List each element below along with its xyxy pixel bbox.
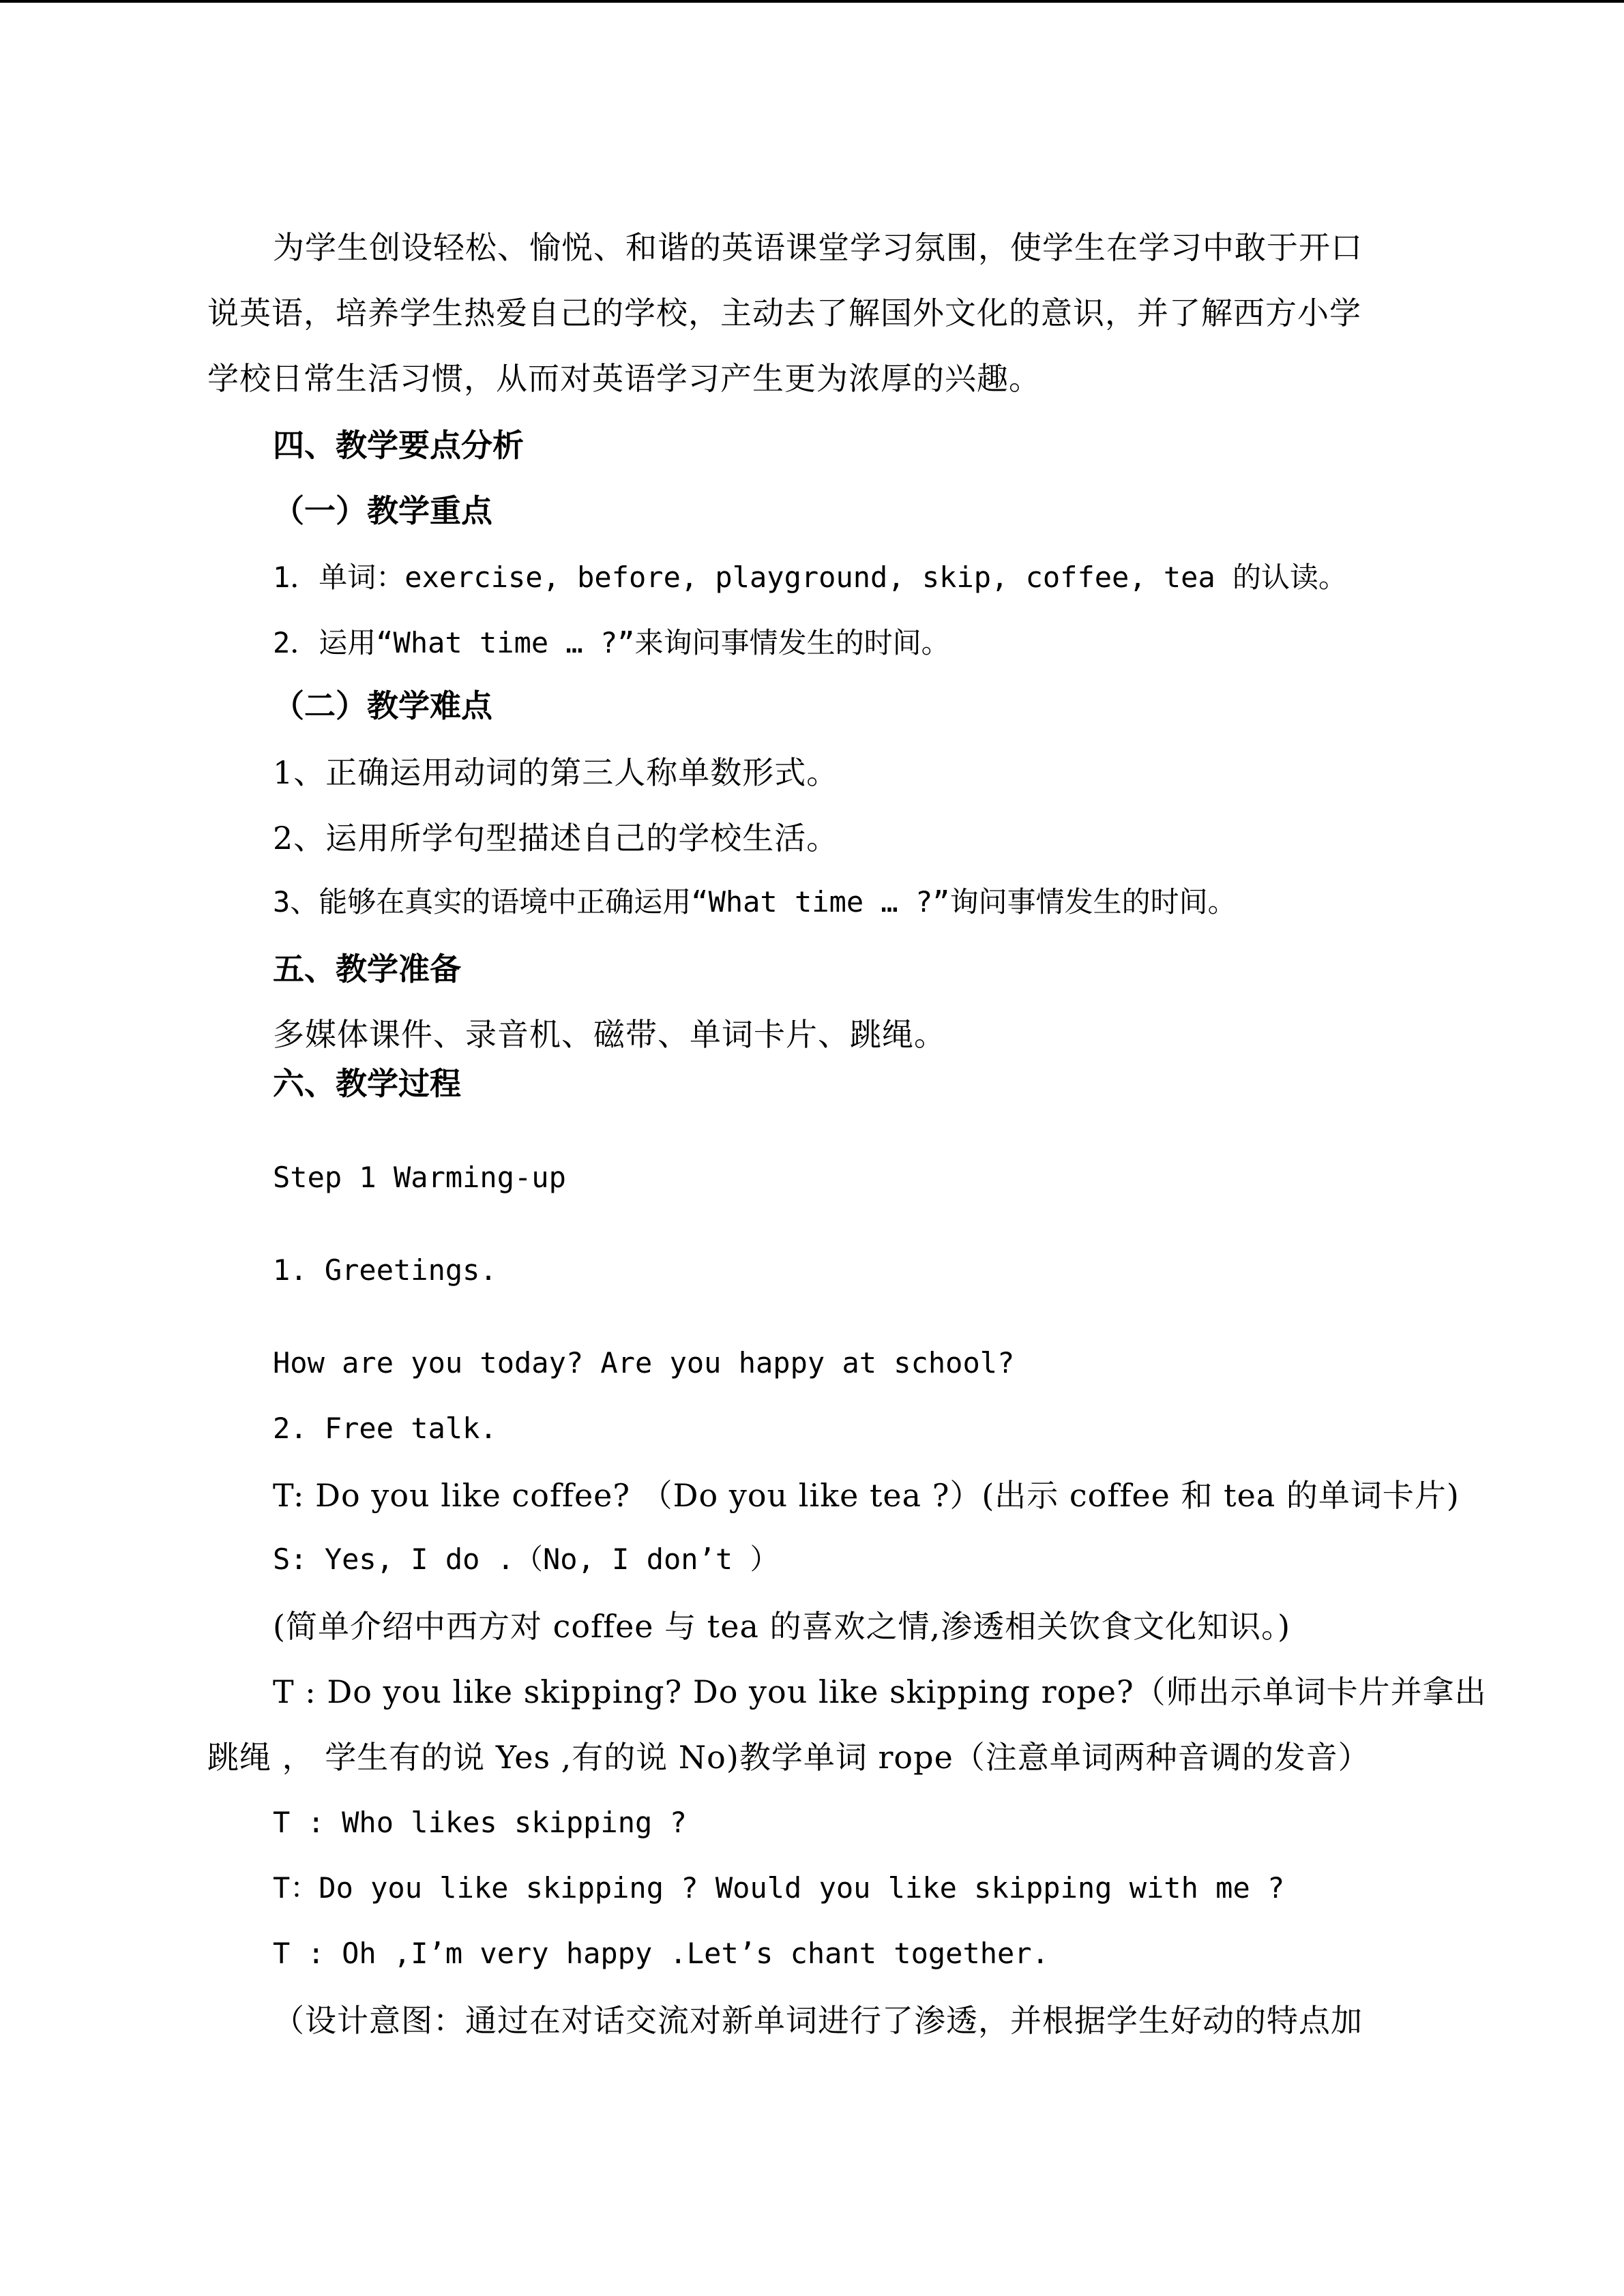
paragraph-line-1: 为学生创设轻松、愉悦、和谐的英语课堂学习氛围，使学生在学习中敢于开口 bbox=[273, 229, 1363, 266]
paragraph-line-3: 学校日常生活习惯，从而对英语学习产生更为浓厚的兴趣。 bbox=[207, 360, 1041, 397]
section-heading-5: 五、教学准备 bbox=[273, 951, 461, 987]
greeting-question: How are you today? Are you happy at school? bbox=[273, 1346, 1015, 1380]
paragraph-line-2: 说英语，培养学生热爱自己的学校，主动去了解国外文化的意识，并了解西方小学 bbox=[207, 295, 1361, 331]
section-heading-6: 六、教学过程 bbox=[273, 1065, 461, 1102]
preparation-list: 多媒体课件、录音机、磁带、单词卡片、跳绳。 bbox=[273, 1016, 946, 1053]
dialogue-chant: T : Oh ,I’m very happy .Let’s chant together. bbox=[273, 1937, 1049, 1970]
subheading-difficult-points: （二）教学难点 bbox=[273, 687, 492, 724]
greetings-item: 1. Greetings. bbox=[273, 1253, 497, 1287]
key-point-1: 1．单词：exercise, before, playground, skip, coffee, tea 的认读。 bbox=[273, 561, 1348, 594]
dialogue-student-answer: S: Yes, I do .（No, I don’t ） bbox=[273, 1542, 779, 1576]
key-point-2: 2．运用“What time … ?”来询问事情发生的时间。 bbox=[273, 626, 950, 659]
dialogue-skipping-1: T : Do you like skipping? Do you like skipping rope?（师出示单词卡片并拿出 bbox=[273, 1673, 1487, 1710]
design-intent-note: （设计意图：通过在对话交流对新单词进行了渗透，并根据学生好动的特点加 bbox=[273, 2002, 1363, 2039]
dialogue-skip-with-me: T：Do you like skipping ? Would you like skipping with me ? bbox=[273, 1871, 1285, 1905]
dialogue-coffee-tea: T: Do you like coffee? （Do you like tea ?）(出示 coffee 和 tea 的单词卡片) bbox=[273, 1477, 1460, 1514]
dialogue-who-likes: T : Who likes skipping ? bbox=[273, 1806, 687, 1839]
section-heading-4: 四、教学要点分析 bbox=[273, 427, 524, 464]
culture-note: (简单介绍中西方对 coffee 与 tea 的喜欢之情,渗透相关饮食文化知识。) bbox=[273, 1608, 1291, 1645]
step-1-title: Step 1 Warming-up bbox=[273, 1161, 566, 1194]
subheading-key-points: （一）教学重点 bbox=[273, 492, 492, 529]
difficult-point-2: 2、运用所学句型描述自己的学校生活。 bbox=[273, 820, 839, 856]
dialogue-skipping-2: 跳绳 ， 学生有的说 Yes ,有的说 No)教学单词 rope（注意单词两种音调的发音） bbox=[207, 1739, 1370, 1776]
difficult-point-3: 3、能够在真实的语境中正确运用“What time … ?”询问事情发生的时间。 bbox=[273, 885, 1237, 919]
difficult-point-1: 1、正确运用动词的第三人称单数形式。 bbox=[273, 754, 839, 791]
free-talk-item: 2. Free talk. bbox=[273, 1412, 497, 1445]
